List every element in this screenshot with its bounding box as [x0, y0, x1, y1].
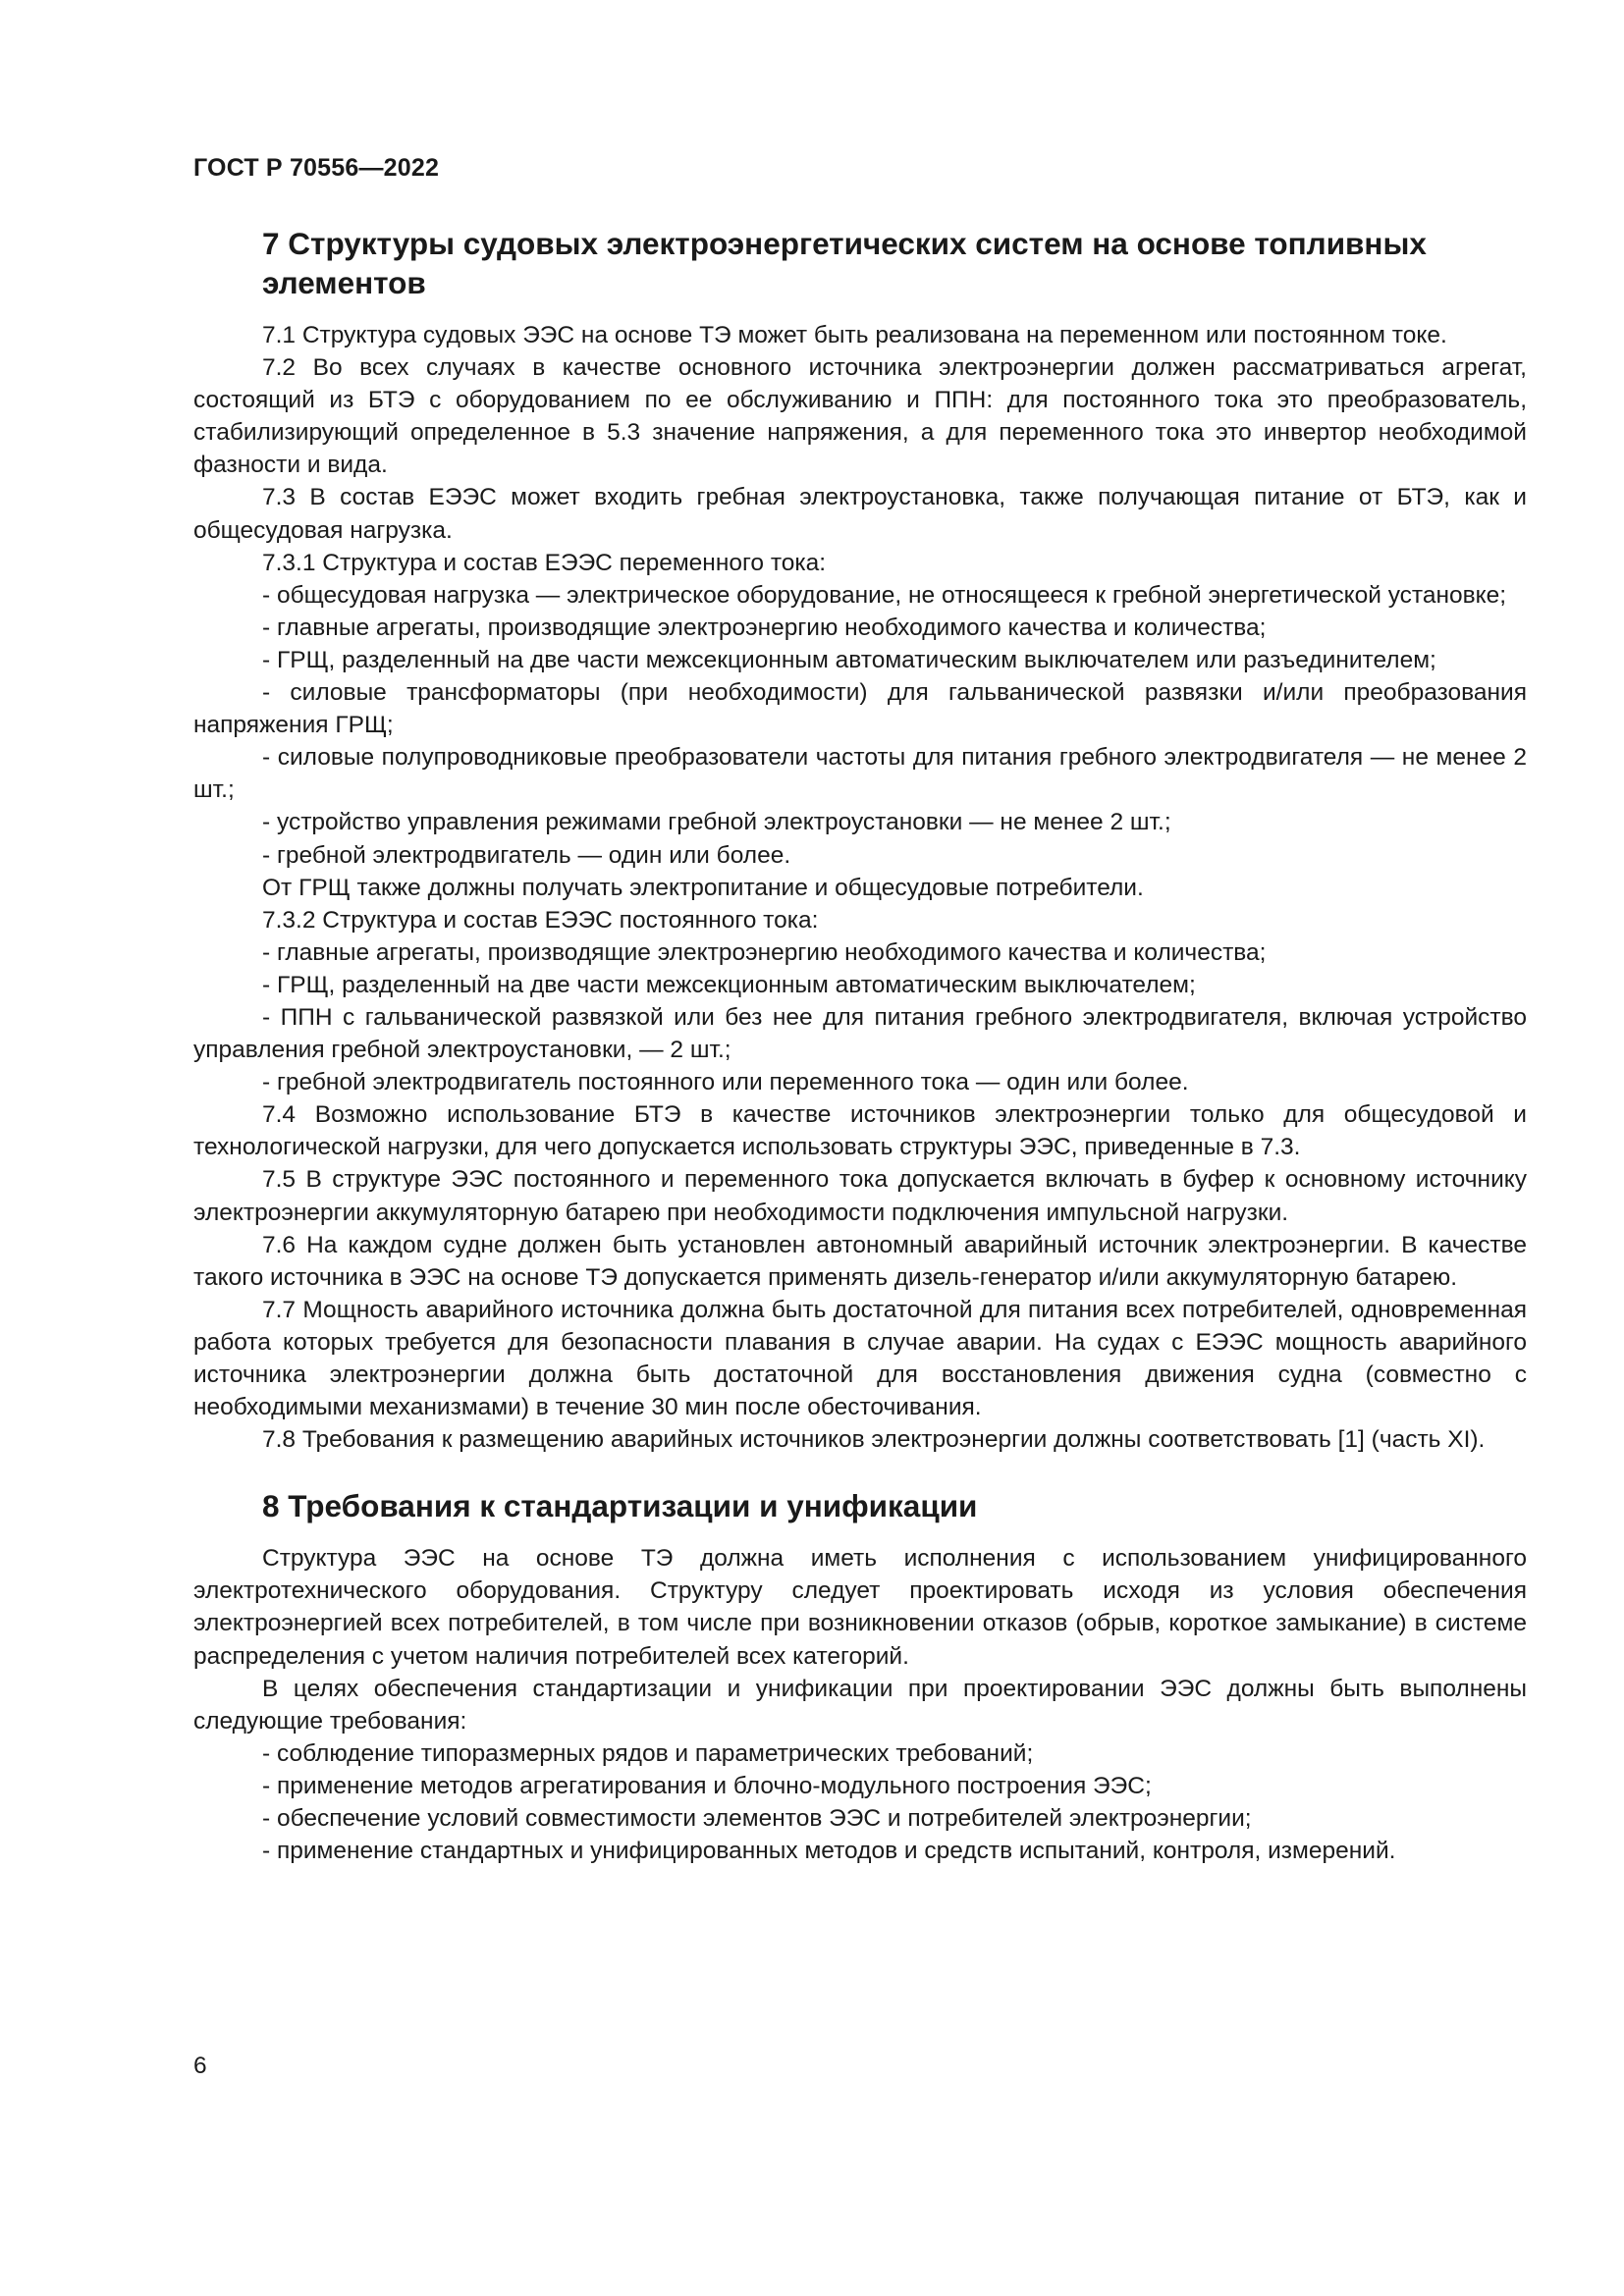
list-item: - применение стандартных и унифицированных методов и средств испытаний, контроля, измерений. — [262, 1838, 1396, 1865]
document-code-header: ГОСТ Р 70556—2022 — [193, 154, 440, 182]
page-content — [193, 224, 1527, 1867]
paragraph-7-3-2: 7.3.2 Структура и состав ЕЭЭС постоянного тока: — [262, 906, 819, 934]
list-item: - ГРЩ, разделенный на две части межсекционным автоматическим выключателем; — [262, 971, 1196, 998]
paragraph-8-intro: Структура ЭЭС на основе ТЭ должна иметь исполнения с использованием унифицированного электротехнического оборудования. Структуру следует проектировать исходя из условия обеспечения электроэнергией всех потребителей, в том числе при возникновении отказов (обрыв, короткое замыкание) в системе распределения с учетом наличия потребителей всех категорий. — [193, 1545, 1527, 1670]
list-item: - ППН с гальванической развязкой или без нее для питания гребного электродвигателя, включая устройство управления гребной электроустановки, — 2 шт.; — [193, 1003, 1527, 1064]
section-8-body — [193, 1542, 1527, 1867]
section-7-body — [193, 319, 1527, 1456]
list-item: - главные агрегаты, производящие электроэнергию необходимого качества и количества; — [262, 614, 1267, 641]
paragraph-7-7: 7.7 Мощность аварийного источника должна быть достаточной для питания всех потребителей, одновременная работа которых требуется для безопасности плавания в случае аварии. На судах с ЕЭЭС мощность аварийного источника электроэнергии должна быть достаточной для восстановления движения судна (совместно с необходимыми механизмами) в течение 30 мин после обесточивания. — [193, 1296, 1527, 1421]
paragraph-7-2: 7.2 Во всех случаях в качестве основного источника электроэнергии должен рассматриваться агрегат, состоящий из БТЭ с оборудованием по ее обслуживанию и ППН: для постоянного тока это преобразователь, стабилизирующий определенное в 5.3 значение напряжения, а для переменного тока это инвертор необходимой фазности и вида. — [193, 354, 1527, 479]
list-item: - главные агрегаты, производящие электроэнергию необходимого качества и количества; — [262, 938, 1267, 966]
paragraph-7-8: 7.8 Требования к размещению аварийных источников электроэнергии должны соответствовать [1] (часть XI). — [262, 1426, 1486, 1454]
paragraph-7-6: 7.6 На каждом судне должен быть установлен автономный аварийный источник электроэнергии. В качестве такого источника в ЭЭС на основе ТЭ допускается применять дизель-генератор и/или аккумуляторную батарею. — [193, 1231, 1527, 1291]
list-item: - ГРЩ, разделенный на две части межсекционным автоматическим выключателем или разъединителем; — [262, 646, 1436, 673]
section-7-title: 7 Структуры судовых электроэнергетических систем на основе топливных элементов — [262, 226, 1427, 300]
list-item: - гребной электродвигатель — один или более. — [262, 841, 791, 869]
list-item: - обеспечение условий совместимости элементов ЭЭС и потребителей электроэнергии; — [262, 1805, 1252, 1833]
paragraph-7-3: 7.3 В состав ЕЭЭС может входить гребная электроустановка, также получающая питание от БТЭ, как и общесудовая нагрузка. — [193, 484, 1527, 544]
paragraph-7-1: 7.1 Структура судовых ЭЭС на основе ТЭ может быть реализована на переменном или постоянном токе. — [262, 322, 1447, 348]
list-item: - устройство управления режимами гребной электроустановки — не менее 2 шт.; — [262, 809, 1171, 836]
list-item: - соблюдение типоразмерных рядов и параметрических требований; — [262, 1739, 1034, 1767]
paragraph-7-5: 7.5 В структуре ЭЭС постоянного и переменного тока допускается включать в буфер к основному источнику электроэнергии аккумуляторную батарею при необходимости подключения импульсной нагрузки. — [193, 1166, 1527, 1226]
list-item: - общесудовая нагрузка — электрическое оборудование, не относящееся к гребной энергетической установке; — [262, 581, 1507, 609]
paragraph-grsh-consumers: От ГРЩ также должны получать электропитание и общесудовые потребители. — [262, 874, 1144, 901]
list-item: - силовые трансформаторы (при необходимости) для гальванической развязки и/или преобразования напряжения ГРЩ; — [193, 679, 1527, 739]
list-item: - применение методов агрегатирования и блочно-модульного построения ЭЭС; — [262, 1772, 1152, 1799]
list-item: - силовые полупроводниковые преобразователи частоты для питания гребного электродвигателя — не менее 2 шт.; — [193, 744, 1527, 804]
list-item: - гребной электродвигатель постоянного или переменного тока — один или более. — [262, 1069, 1189, 1096]
paragraph-7-3-1: 7.3.1 Структура и состав ЕЭЭС переменного тока: — [262, 549, 827, 576]
page-number: 6 — [193, 2053, 207, 2079]
paragraph-7-4: 7.4 Возможно использование БТЭ в качестве источников электроэнергии только для общесудовой и технологической нагрузки, для чего допускается использовать структуры ЭЭС, приведенные в 7.3. — [193, 1101, 1527, 1161]
section-8-title: 8 Требования к стандартизации и унификации — [262, 1488, 978, 1524]
paragraph-8-requirements: В целях обеспечения стандартизации и унификации при проектировании ЭЭС должны быть выполнены следующие требования: — [193, 1675, 1527, 1735]
